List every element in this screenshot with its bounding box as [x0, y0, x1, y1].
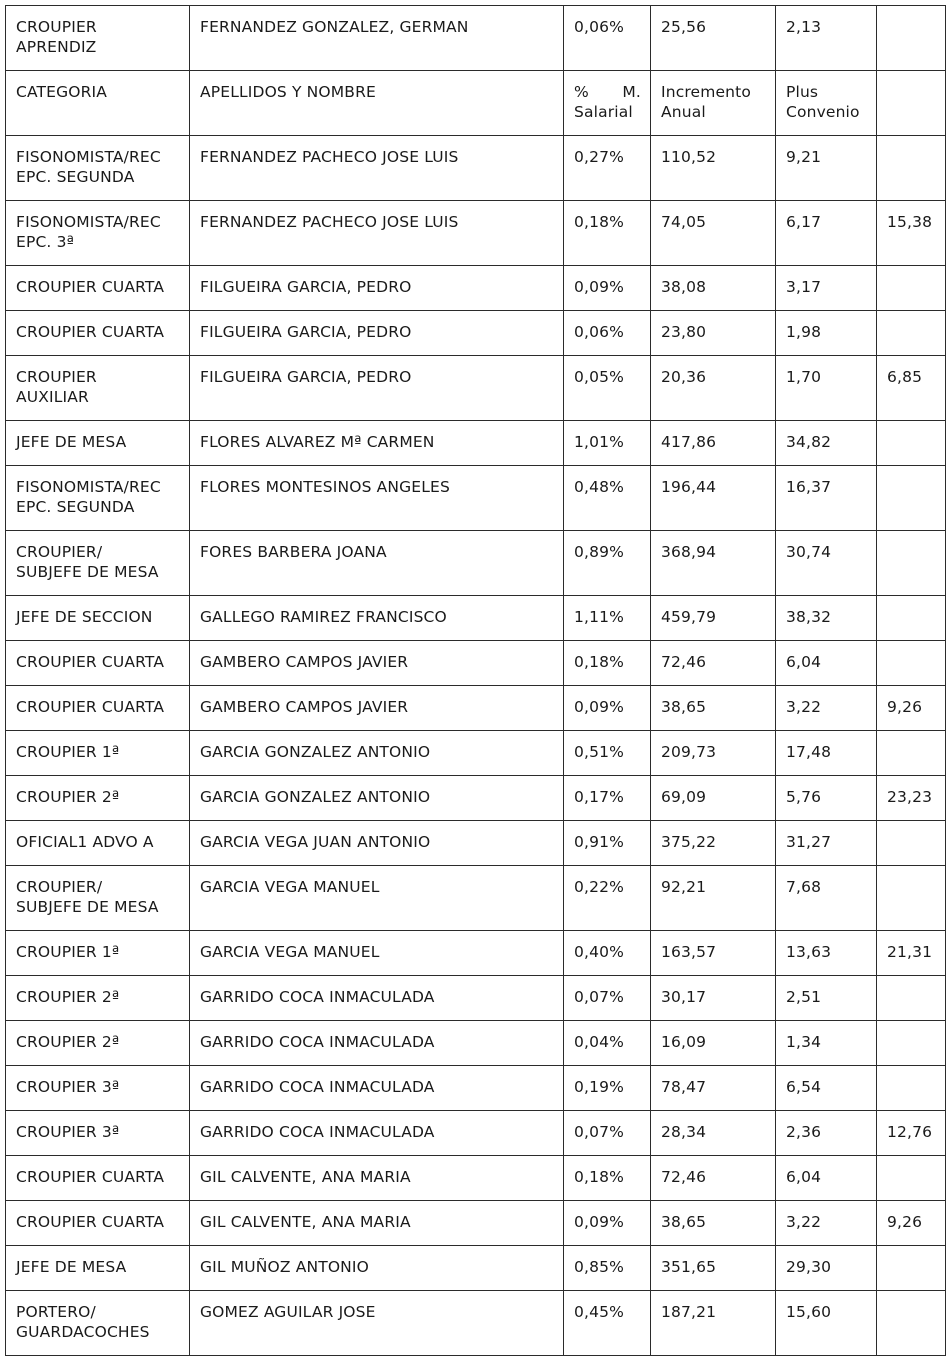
cell-total: [877, 1066, 946, 1111]
table-row: [6, 1201, 946, 1246]
cell-apellidos-nombre: FLORES MONTESINOS ANGELES: [190, 466, 564, 531]
header-apellidos: APELLIDOS Y NOMBRE: [190, 71, 564, 136]
cell-total: [877, 266, 946, 311]
table-row: [6, 641, 946, 686]
cell-pct-salarial: 0,48%: [564, 466, 651, 531]
cell-categoria: PORTERO/ GUARDACOCHES: [6, 1291, 190, 1356]
cell-total: [877, 136, 946, 201]
header-incremento: Incremento Anual: [651, 71, 776, 136]
cell-plus-convenio: 6,17: [776, 201, 877, 266]
cell-pct-salarial: 1,01%: [564, 421, 651, 466]
cell-apellidos-nombre: FERNANDEZ GONZALEZ, GERMAN: [190, 6, 564, 71]
cell-categoria: CROUPIER 3ª: [6, 1066, 190, 1111]
cell-categoria: OFICIAL1 ADVO A: [6, 821, 190, 866]
cell-plus-convenio: 3,17: [776, 266, 877, 311]
cell-plus-convenio: 6,04: [776, 641, 877, 686]
cell-total: 21,31: [877, 931, 946, 976]
cell-apellidos-nombre: GARCIA VEGA JUAN ANTONIO: [190, 821, 564, 866]
cell-total: [877, 6, 946, 71]
cell-total: [877, 1021, 946, 1066]
cell-plus-convenio: 1,34: [776, 1021, 877, 1066]
header-empty: [877, 71, 946, 136]
cell-incremento-anual: 92,21: [651, 866, 776, 931]
cell-incremento-anual: 459,79: [651, 596, 776, 641]
cell-total: [877, 311, 946, 356]
cell-apellidos-nombre: FILGUEIRA GARCIA, PEDRO: [190, 356, 564, 421]
cell-total: [877, 641, 946, 686]
cell-plus-convenio: 6,54: [776, 1066, 877, 1111]
header-pct-salarial: [564, 71, 651, 136]
cell-categoria: CROUPIER CUARTA: [6, 686, 190, 731]
cell-categoria: CROUPIER CUARTA: [6, 266, 190, 311]
cell-plus-convenio: 6,04: [776, 1156, 877, 1201]
cell-categoria: CROUPIER AUXILIAR: [6, 356, 190, 421]
cell-total: [877, 731, 946, 776]
cell-total: [877, 421, 946, 466]
cell-incremento-anual: 74,05: [651, 201, 776, 266]
table-row: [6, 776, 946, 821]
cell-apellidos-nombre: GARRIDO COCA INMACULADA: [190, 976, 564, 1021]
cell-categoria: CROUPIER CUARTA: [6, 641, 190, 686]
cell-incremento-anual: 110,52: [651, 136, 776, 201]
cell-apellidos-nombre: GARRIDO COCA INMACULADA: [190, 1021, 564, 1066]
table-header-row: [6, 71, 946, 136]
cell-incremento-anual: 38,65: [651, 1201, 776, 1246]
cell-apellidos-nombre: GARCIA VEGA MANUEL: [190, 866, 564, 931]
cell-incremento-anual: 28,34: [651, 1111, 776, 1156]
cell-apellidos-nombre: GARRIDO COCA INMACULADA: [190, 1066, 564, 1111]
table-row: [6, 1246, 946, 1291]
cell-categoria: CROUPIER 3ª: [6, 1111, 190, 1156]
table-row: [6, 596, 946, 641]
cell-incremento-anual: 209,73: [651, 731, 776, 776]
cell-apellidos-nombre: GARCIA GONZALEZ ANTONIO: [190, 731, 564, 776]
cell-categoria: CROUPIER CUARTA: [6, 311, 190, 356]
table-row: [6, 866, 946, 931]
table-row: [6, 821, 946, 866]
cell-total: 15,38: [877, 201, 946, 266]
table-row: [6, 311, 946, 356]
cell-pct-salarial: 0,05%: [564, 356, 651, 421]
cell-categoria: CROUPIER 2ª: [6, 776, 190, 821]
cell-incremento-anual: 25,56: [651, 6, 776, 71]
cell-plus-convenio: 38,32: [776, 596, 877, 641]
cell-pct-salarial: 0,06%: [564, 311, 651, 356]
cell-plus-convenio: 34,82: [776, 421, 877, 466]
header-pct-label: Salarial: [574, 103, 633, 121]
cell-total: [877, 821, 946, 866]
table-row: [6, 356, 946, 421]
cell-pct-salarial: 0,06%: [564, 6, 651, 71]
cell-plus-convenio: 31,27: [776, 821, 877, 866]
cell-plus-convenio: 3,22: [776, 686, 877, 731]
cell-incremento-anual: 69,09: [651, 776, 776, 821]
table-row: [6, 136, 946, 201]
cell-total: [877, 531, 946, 596]
table-row: [6, 6, 946, 71]
cell-plus-convenio: 2,51: [776, 976, 877, 1021]
cell-pct-salarial: 0,17%: [564, 776, 651, 821]
table-row: [6, 1156, 946, 1201]
cell-total: 6,85: [877, 356, 946, 421]
cell-incremento-anual: 78,47: [651, 1066, 776, 1111]
cell-plus-convenio: 9,21: [776, 136, 877, 201]
cell-total: 23,23: [877, 776, 946, 821]
cell-pct-salarial: 0,09%: [564, 266, 651, 311]
header-plus: Plus Convenio: [776, 71, 877, 136]
cell-total: [877, 596, 946, 641]
cell-total: 9,26: [877, 686, 946, 731]
cell-incremento-anual: 30,17: [651, 976, 776, 1021]
cell-total: [877, 866, 946, 931]
cell-plus-convenio: 1,98: [776, 311, 877, 356]
cell-incremento-anual: 351,65: [651, 1246, 776, 1291]
cell-plus-convenio: 30,74: [776, 531, 877, 596]
table-row: [6, 1021, 946, 1066]
cell-incremento-anual: 368,94: [651, 531, 776, 596]
table-row: [6, 266, 946, 311]
table-row: [6, 731, 946, 776]
cell-apellidos-nombre: GARRIDO COCA INMACULADA: [190, 1111, 564, 1156]
cell-apellidos-nombre: GIL CALVENTE, ANA MARIA: [190, 1156, 564, 1201]
table-row: [6, 201, 946, 266]
cell-categoria: CROUPIER 2ª: [6, 976, 190, 1021]
cell-categoria: CROUPIER APRENDIZ: [6, 6, 190, 71]
cell-pct-salarial: 0,18%: [564, 201, 651, 266]
cell-categoria: CROUPIER CUARTA: [6, 1201, 190, 1246]
cell-categoria: CROUPIER 1ª: [6, 931, 190, 976]
table-row: [6, 976, 946, 1021]
header-pct-symbol: %: [574, 83, 589, 101]
cell-pct-salarial: 1,11%: [564, 596, 651, 641]
cell-plus-convenio: 3,22: [776, 1201, 877, 1246]
cell-pct-salarial: 0,07%: [564, 976, 651, 1021]
cell-apellidos-nombre: GOMEZ AGUILAR JOSE: [190, 1291, 564, 1356]
cell-pct-salarial: 0,45%: [564, 1291, 651, 1356]
cell-pct-salarial: 0,89%: [564, 531, 651, 596]
cell-plus-convenio: 1,70: [776, 356, 877, 421]
cell-apellidos-nombre: FILGUEIRA GARCIA, PEDRO: [190, 266, 564, 311]
table-row: [6, 931, 946, 976]
cell-plus-convenio: 2,13: [776, 6, 877, 71]
cell-apellidos-nombre: GARCIA GONZALEZ ANTONIO: [190, 776, 564, 821]
cell-plus-convenio: 5,76: [776, 776, 877, 821]
cell-incremento-anual: 187,21: [651, 1291, 776, 1356]
table-row: [6, 686, 946, 731]
cell-pct-salarial: 0,09%: [564, 1201, 651, 1246]
cell-incremento-anual: 72,46: [651, 641, 776, 686]
cell-incremento-anual: 20,36: [651, 356, 776, 421]
cell-total: [877, 466, 946, 531]
cell-categoria: FISONOMISTA/REC EPC. SEGUNDA: [6, 136, 190, 201]
cell-plus-convenio: 17,48: [776, 731, 877, 776]
salary-table: [5, 5, 946, 1356]
cell-pct-salarial: 0,51%: [564, 731, 651, 776]
cell-categoria: JEFE DE MESA: [6, 1246, 190, 1291]
cell-categoria: CROUPIER 2ª: [6, 1021, 190, 1066]
cell-categoria: JEFE DE MESA: [6, 421, 190, 466]
cell-apellidos-nombre: GIL MUÑOZ ANTONIO: [190, 1246, 564, 1291]
cell-total: [877, 1291, 946, 1356]
cell-apellidos-nombre: FORES BARBERA JOANA: [190, 531, 564, 596]
cell-categoria: FISONOMISTA/REC EPC. 3ª: [6, 201, 190, 266]
cell-total: [877, 1156, 946, 1201]
header-pct-top: [574, 82, 641, 102]
cell-pct-salarial: 0,18%: [564, 1156, 651, 1201]
cell-pct-salarial: 0,27%: [564, 136, 651, 201]
cell-pct-salarial: 0,09%: [564, 686, 651, 731]
cell-incremento-anual: 196,44: [651, 466, 776, 531]
cell-apellidos-nombre: GAMBERO CAMPOS JAVIER: [190, 641, 564, 686]
cell-incremento-anual: 23,80: [651, 311, 776, 356]
cell-apellidos-nombre: FLORES ALVAREZ Mª CARMEN: [190, 421, 564, 466]
cell-pct-salarial: 0,40%: [564, 931, 651, 976]
cell-incremento-anual: 72,46: [651, 1156, 776, 1201]
table-row: [6, 531, 946, 596]
cell-pct-salarial: 0,04%: [564, 1021, 651, 1066]
table-row: [6, 1111, 946, 1156]
cell-categoria: CROUPIER/ SUBJEFE DE MESA: [6, 531, 190, 596]
cell-categoria: CROUPIER 1ª: [6, 731, 190, 776]
cell-incremento-anual: 375,22: [651, 821, 776, 866]
table-row: [6, 421, 946, 466]
cell-incremento-anual: 38,08: [651, 266, 776, 311]
cell-apellidos-nombre: FILGUEIRA GARCIA, PEDRO: [190, 311, 564, 356]
cell-categoria: JEFE DE SECCION: [6, 596, 190, 641]
cell-incremento-anual: 417,86: [651, 421, 776, 466]
cell-apellidos-nombre: GIL CALVENTE, ANA MARIA: [190, 1201, 564, 1246]
cell-pct-salarial: 0,07%: [564, 1111, 651, 1156]
cell-apellidos-nombre: FERNANDEZ PACHECO JOSE LUIS: [190, 136, 564, 201]
cell-total: [877, 976, 946, 1021]
cell-plus-convenio: 15,60: [776, 1291, 877, 1356]
cell-plus-convenio: 13,63: [776, 931, 877, 976]
table-row: [6, 1066, 946, 1111]
cell-plus-convenio: 7,68: [776, 866, 877, 931]
cell-categoria: CROUPIER/ SUBJEFE DE MESA: [6, 866, 190, 931]
salary-table-body: [6, 6, 946, 1356]
cell-incremento-anual: 163,57: [651, 931, 776, 976]
cell-plus-convenio: 29,30: [776, 1246, 877, 1291]
cell-incremento-anual: 38,65: [651, 686, 776, 731]
cell-categoria: FISONOMISTA/REC EPC. SEGUNDA: [6, 466, 190, 531]
cell-pct-salarial: 0,19%: [564, 1066, 651, 1111]
header-pct-m: M.: [622, 83, 641, 101]
cell-pct-salarial: 0,91%: [564, 821, 651, 866]
cell-pct-salarial: 0,22%: [564, 866, 651, 931]
cell-categoria: CROUPIER CUARTA: [6, 1156, 190, 1201]
cell-total: 9,26: [877, 1201, 946, 1246]
table-row: [6, 1291, 946, 1356]
cell-incremento-anual: 16,09: [651, 1021, 776, 1066]
cell-total: 12,76: [877, 1111, 946, 1156]
cell-plus-convenio: 2,36: [776, 1111, 877, 1156]
header-categoria: CATEGORIA: [6, 71, 190, 136]
cell-apellidos-nombre: FERNANDEZ PACHECO JOSE LUIS: [190, 201, 564, 266]
cell-total: [877, 1246, 946, 1291]
cell-plus-convenio: 16,37: [776, 466, 877, 531]
cell-apellidos-nombre: GAMBERO CAMPOS JAVIER: [190, 686, 564, 731]
cell-pct-salarial: 0,85%: [564, 1246, 651, 1291]
cell-pct-salarial: 0,18%: [564, 641, 651, 686]
cell-apellidos-nombre: GALLEGO RAMIREZ FRANCISCO: [190, 596, 564, 641]
cell-apellidos-nombre: GARCIA VEGA MANUEL: [190, 931, 564, 976]
table-row: [6, 466, 946, 531]
